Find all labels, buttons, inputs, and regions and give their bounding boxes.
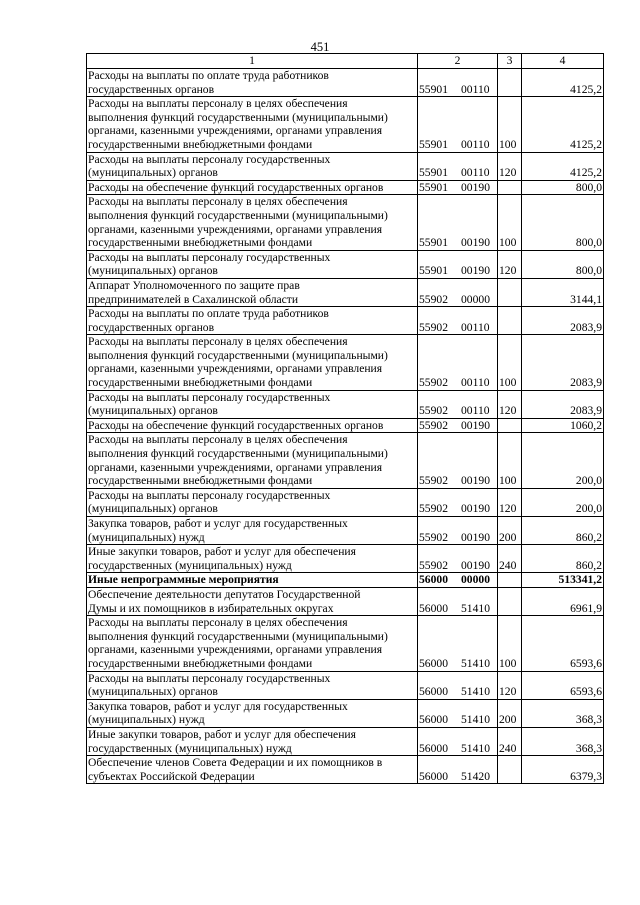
row-name — [87, 278, 418, 306]
row-code-direction: 00000 — [461, 573, 490, 587]
row-code-program: 55902 — [419, 502, 448, 516]
row-code-direction: 51410 — [461, 601, 490, 615]
column-header-name: 1 — [87, 54, 418, 69]
row-expense-type: 240 — [498, 545, 522, 573]
row-code-direction: 00190 — [461, 418, 490, 432]
row-code-program: 55902 — [419, 404, 448, 418]
row-name-line: органами, казенными учреждениями, органами управления — [88, 643, 383, 657]
table-row — [87, 97, 604, 152]
row-code-direction: 00190 — [461, 558, 490, 572]
row-code — [418, 195, 498, 250]
row-name-line: предпринимателей в Сахалинской области — [88, 292, 299, 306]
row-name-line: Расходы на выплаты персоналу государственных — [88, 152, 331, 166]
row-name-line: (муниципальных) органов — [88, 685, 218, 699]
table-row — [87, 573, 604, 588]
row-name-line: Обеспечение членов Совета Федерации и их помощников в — [88, 756, 383, 770]
row-name-line: Аппарат Уполномоченного по защите прав — [88, 278, 300, 292]
row-amount: 800,0 — [522, 180, 604, 195]
row-code-program: 55902 — [419, 530, 448, 544]
row-code-program: 56000 — [419, 741, 448, 755]
table-row — [87, 545, 604, 573]
row-expense-type: 200 — [498, 699, 522, 727]
row-name-line: государственных (муниципальных) нужд — [88, 558, 292, 572]
row-code — [418, 727, 498, 755]
row-code — [418, 699, 498, 727]
row-code — [418, 433, 498, 488]
table-row — [87, 756, 604, 784]
row-code — [418, 97, 498, 152]
row-code — [418, 587, 498, 615]
table-row — [87, 69, 604, 97]
table-row — [87, 180, 604, 195]
row-code — [418, 335, 498, 390]
row-name-line: Закупка товаров, работ и услуг для государственных — [88, 699, 348, 713]
row-code-program: 55901 — [419, 82, 448, 96]
row-code-direction: 51420 — [461, 769, 490, 783]
row-amount: 4125,2 — [522, 69, 604, 97]
row-code-program: 55901 — [419, 137, 448, 151]
row-name-line: государственными внебюджетными фондами — [88, 137, 313, 151]
row-code — [418, 545, 498, 573]
row-amount: 6593,6 — [522, 616, 604, 671]
row-amount: 6593,6 — [522, 671, 604, 699]
page-number: 451 — [310, 40, 330, 54]
row-code — [418, 573, 498, 588]
row-name-line: Расходы на выплаты персоналу в целях обеспечения — [88, 195, 348, 209]
row-code-program: 55901 — [419, 236, 448, 250]
row-expense-type: 100 — [498, 195, 522, 250]
row-name-line: (муниципальных) нужд — [88, 530, 205, 544]
row-name — [87, 573, 418, 588]
row-name-line: Закупка товаров, работ и услуг для государственных — [88, 517, 348, 530]
row-name — [87, 756, 418, 784]
row-name-line: Иные закупки товаров, работ и услуг для обеспечения — [88, 727, 356, 741]
row-expense-type — [498, 587, 522, 615]
table-row — [87, 307, 604, 335]
row-amount: 860,2 — [522, 517, 604, 545]
row-code-direction: 00190 — [461, 180, 490, 194]
row-name-line: (муниципальных) нужд — [88, 713, 205, 727]
row-code-direction: 00000 — [461, 292, 490, 306]
row-name-line: Расходы на выплаты персоналу государственных — [88, 390, 331, 404]
table-row — [87, 278, 604, 306]
row-expense-type — [498, 307, 522, 335]
row-name-line: органами, казенными учреждениями, органами управления — [88, 460, 383, 474]
row-amount: 4125,2 — [522, 97, 604, 152]
row-code-program: 55902 — [419, 292, 448, 306]
row-code-program: 55901 — [419, 180, 448, 194]
row-code-program: 55902 — [419, 474, 448, 488]
row-name-line: Иные непрограммные мероприятия — [88, 573, 279, 587]
row-name-line: выполнения функций государственными (муниципальными) — [88, 110, 388, 124]
row-name — [87, 250, 418, 278]
row-name — [87, 671, 418, 699]
table-row — [87, 433, 604, 488]
row-name — [87, 517, 418, 545]
row-name — [87, 488, 418, 516]
table-row — [87, 390, 604, 418]
row-code-program: 56000 — [419, 573, 448, 587]
row-name — [87, 69, 418, 97]
row-code — [418, 671, 498, 699]
table-row — [87, 587, 604, 615]
table-row — [87, 517, 604, 545]
row-code-direction: 51410 — [461, 713, 490, 727]
row-name — [87, 616, 418, 671]
row-name-line: государственными внебюджетными фондами — [88, 236, 313, 250]
row-name-line: субъектах Российской Федерации — [88, 769, 255, 783]
budget-table — [86, 53, 604, 784]
table-row — [87, 250, 604, 278]
row-name — [87, 335, 418, 390]
row-name — [87, 433, 418, 488]
row-code — [418, 69, 498, 97]
row-expense-type: 200 — [498, 517, 522, 545]
row-name — [87, 727, 418, 755]
row-expense-type — [498, 180, 522, 195]
row-amount: 4125,2 — [522, 152, 604, 180]
row-amount: 513341,2 — [522, 573, 604, 588]
row-code-direction: 51410 — [461, 741, 490, 755]
row-code-program: 56000 — [419, 769, 448, 783]
row-expense-type — [498, 278, 522, 306]
row-name-line: государственных органов — [88, 320, 215, 334]
row-amount: 6961,9 — [522, 587, 604, 615]
row-amount: 1060,2 — [522, 418, 604, 433]
row-name-line: Расходы на выплаты персоналу государственных — [88, 671, 331, 685]
row-amount: 800,0 — [522, 250, 604, 278]
row-code-direction: 51410 — [461, 685, 490, 699]
row-code — [418, 390, 498, 418]
row-code-program: 55901 — [419, 166, 448, 180]
row-expense-type — [498, 69, 522, 97]
row-name-line: органами, казенными учреждениями, органами управления — [88, 124, 383, 138]
row-code-program: 56000 — [419, 601, 448, 615]
row-code — [418, 756, 498, 784]
row-expense-type: 100 — [498, 97, 522, 152]
row-expense-type: 120 — [498, 671, 522, 699]
row-name-line: Расходы на обеспечение функций государственных органов — [88, 180, 384, 194]
row-expense-type: 100 — [498, 335, 522, 390]
row-expense-type — [498, 756, 522, 784]
column-header-amount: 4 — [522, 54, 604, 69]
row-code-direction: 00110 — [461, 404, 490, 418]
table-row — [87, 727, 604, 755]
row-code — [418, 250, 498, 278]
row-name-line: (муниципальных) органов — [88, 502, 218, 516]
row-code-program: 55902 — [419, 320, 448, 334]
row-code-program: 56000 — [419, 656, 448, 670]
row-name-line: государственными внебюджетными фондами — [88, 376, 313, 390]
row-code — [418, 616, 498, 671]
row-name-line: государственных органов — [88, 82, 215, 96]
row-name-line: Иные закупки товаров, работ и услуг для обеспечения — [88, 545, 356, 559]
row-code-direction: 00110 — [461, 137, 490, 151]
row-name-line: Расходы на выплаты по оплате труда работников — [88, 69, 329, 82]
row-name-line: (муниципальных) органов — [88, 166, 218, 180]
row-name-line: (муниципальных) органов — [88, 264, 218, 278]
row-code-direction: 00190 — [461, 502, 490, 516]
row-amount: 6379,3 — [522, 756, 604, 784]
table-row — [87, 671, 604, 699]
row-name — [87, 180, 418, 195]
row-name-line: Обеспечение деятельности депутатов Государственной — [88, 587, 361, 601]
table-row — [87, 335, 604, 390]
row-name-line: Расходы на выплаты персоналу в целях обеспечения — [88, 335, 348, 349]
row-code-program: 55902 — [419, 558, 448, 572]
row-name — [87, 545, 418, 573]
table-row — [87, 616, 604, 671]
row-amount: 860,2 — [522, 545, 604, 573]
row-expense-type: 100 — [498, 433, 522, 488]
row-code-direction: 00110 — [461, 376, 490, 390]
row-code-direction: 00190 — [461, 236, 490, 250]
row-code-program: 55901 — [419, 264, 448, 278]
row-expense-type: 120 — [498, 488, 522, 516]
row-code-direction: 00110 — [461, 82, 490, 96]
row-code-direction: 00110 — [461, 320, 490, 334]
row-name-line: выполнения функций государственными (муниципальными) — [88, 208, 388, 222]
row-name-line: государственных (муниципальных) нужд — [88, 741, 292, 755]
row-name-line: Думы и их помощников в избирательных округах — [88, 601, 334, 615]
row-name-line: государственными внебюджетными фондами — [88, 656, 313, 670]
row-name — [87, 97, 418, 152]
row-code — [418, 517, 498, 545]
row-code-direction: 00190 — [461, 264, 490, 278]
row-code — [418, 418, 498, 433]
row-amount: 800,0 — [522, 195, 604, 250]
row-name — [87, 418, 418, 433]
row-code-direction: 51410 — [461, 656, 490, 670]
row-name-line: Расходы на выплаты персоналу в целях обеспечения — [88, 616, 348, 630]
row-amount: 2083,9 — [522, 307, 604, 335]
row-name-line: Расходы на выплаты персоналу государственных — [88, 250, 331, 264]
table-body — [87, 69, 604, 784]
row-amount: 2083,9 — [522, 335, 604, 390]
row-code-program: 55902 — [419, 376, 448, 390]
row-code-program: 55902 — [419, 418, 448, 432]
row-name-line: выполнения функций государственными (муниципальными) — [88, 629, 388, 643]
row-expense-type — [498, 418, 522, 433]
row-code-program: 56000 — [419, 685, 448, 699]
row-amount: 200,0 — [522, 433, 604, 488]
row-code-direction: 00190 — [461, 530, 490, 544]
row-name-line: Расходы на выплаты персоналу в целях обеспечения — [88, 97, 348, 111]
row-name — [87, 587, 418, 615]
row-amount: 368,3 — [522, 699, 604, 727]
table-row — [87, 699, 604, 727]
row-name-line: выполнения функций государственными (муниципальными) — [88, 447, 388, 461]
row-name — [87, 152, 418, 180]
row-code-program: 56000 — [419, 713, 448, 727]
row-amount: 200,0 — [522, 488, 604, 516]
row-expense-type — [498, 573, 522, 588]
table-row — [87, 488, 604, 516]
row-amount: 2083,9 — [522, 390, 604, 418]
row-name — [87, 390, 418, 418]
table-header-row — [87, 54, 604, 69]
row-name-line: Расходы на выплаты по оплате труда работников — [88, 307, 329, 321]
row-code — [418, 278, 498, 306]
row-name-line: органами, казенными учреждениями, органами управления — [88, 362, 383, 376]
row-expense-type: 120 — [498, 390, 522, 418]
row-name-line: выполнения функций государственными (муниципальными) — [88, 348, 388, 362]
table-row — [87, 195, 604, 250]
row-name — [87, 195, 418, 250]
table-row — [87, 152, 604, 180]
column-header-expense-type: 3 — [498, 54, 522, 69]
row-amount: 3144,1 — [522, 278, 604, 306]
row-name-line: Расходы на обеспечение функций государственных органов — [88, 418, 384, 432]
row-amount: 368,3 — [522, 727, 604, 755]
row-expense-type: 120 — [498, 152, 522, 180]
row-name-line: органами, казенными учреждениями, органами управления — [88, 222, 383, 236]
row-expense-type: 120 — [498, 250, 522, 278]
row-name — [87, 307, 418, 335]
row-name-line: Расходы на выплаты персоналу государственных — [88, 488, 331, 502]
row-code-direction: 00190 — [461, 474, 490, 488]
row-code — [418, 152, 498, 180]
row-name — [87, 699, 418, 727]
row-expense-type: 240 — [498, 727, 522, 755]
table-row — [87, 418, 604, 433]
row-code — [418, 307, 498, 335]
row-name-line: государственными внебюджетными фондами — [88, 474, 313, 488]
row-name-line: (муниципальных) органов — [88, 404, 218, 418]
row-expense-type: 100 — [498, 616, 522, 671]
row-code — [418, 180, 498, 195]
column-header-code: 2 — [418, 54, 498, 69]
row-code — [418, 488, 498, 516]
row-name-line: Расходы на выплаты персоналу в целях обеспечения — [88, 433, 348, 447]
row-code-direction: 00110 — [461, 166, 490, 180]
